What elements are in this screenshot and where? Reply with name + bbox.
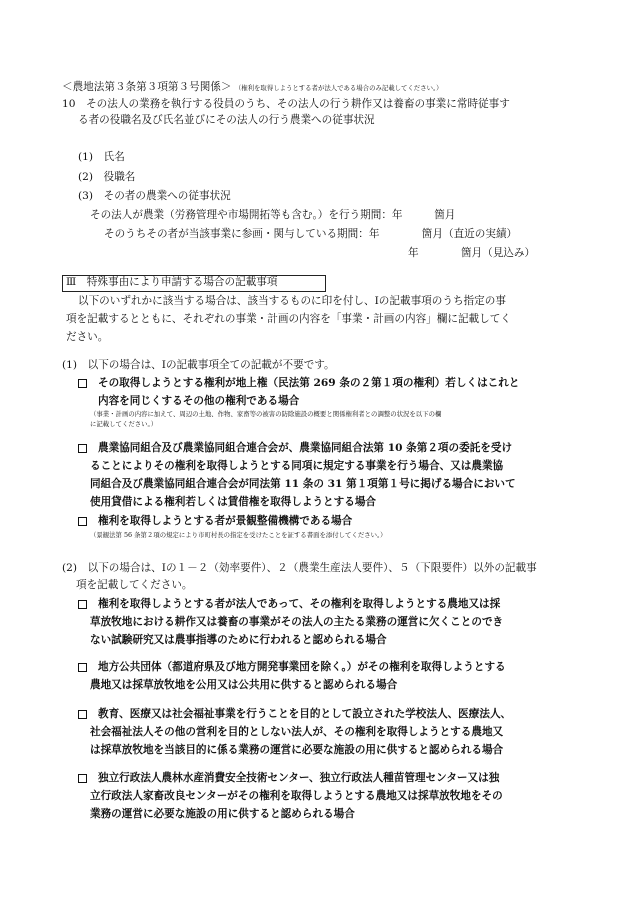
section3-title: Ⅲ 特殊事由により申請する場合の記載事項: [66, 276, 278, 288]
case2-item1-line3: ない試験研究又は農事指導のために行われると認められる場合: [90, 634, 387, 646]
section3-intro-1: 以下のいずれかに該当する場合は、該当するものに印を付し、Ⅰの記載事項のうち指定の事: [78, 295, 506, 307]
case2-item4-line3: 業務の運営に必要な施設の用に供すると認められる場合: [90, 808, 355, 820]
case1-item2-line2: ることによりその権利を取得しようとする同項に規定する事業を行う場合、又は農業協: [90, 460, 504, 472]
case2-item1-line2: 草放牧地における耕作又は養畜の事業がその法人の主たる業務の運営に欠くことのでき: [90, 616, 504, 628]
case1-item1-line1: その取得しようとする権利が地上権（民法第 269 条の２第１項の権利）若しくはこれと: [98, 377, 520, 389]
case1-item1-line2: 内容を同じくするその他の権利である場合: [98, 395, 300, 407]
case1-item1-checkbox[interactable]: [78, 379, 87, 388]
case2-heading-line1: (2) 以下の場合は、Ⅰの１－２（効率要件）、２（農業生産法人要件）、５（下限要件）以外の記載事: [62, 562, 537, 574]
case1-heading: (1) 以下の場合は、Ⅰの記載事項全ての記載が不要です。: [62, 359, 335, 371]
law-reference-note: （権利を取得しようとする者が法人である場合のみ記載してください。）: [234, 84, 443, 92]
field-engagement: (3) その者の農業への従事状況: [78, 190, 231, 202]
law-reference-line: [62, 80, 443, 95]
case1-item3-line: 権利を取得しようとする者が景観整備機構である場合: [98, 515, 353, 527]
period-participation-actual: そのうちその者が当該事業に参画・関与している期間：年 箇月（直近の実績）: [104, 228, 518, 240]
section3-intro-2: 項を記載するとともに、それぞれの事業・計画の内容を「事業・計画の内容」欄に記載してく: [66, 313, 511, 325]
case2-item4-checkbox[interactable]: [78, 774, 87, 783]
case1-item2-checkbox[interactable]: [78, 444, 87, 453]
case1-item3-checkbox[interactable]: [78, 517, 87, 526]
case1-item2-line3: 同組合及び農業協同組合連合会が同法第 11 条の 31 第１項第１号に掲げる場合において: [90, 478, 516, 490]
case2-item4-line2: 立行政法人家畜改良センターがその権利を取得しようとする農地又は採草放牧地をその: [90, 790, 503, 802]
item10-line1: 10 その法人の業務を執行する役員のうち、その法人の行う耕作又は養畜の事業に常時従事す: [62, 98, 510, 110]
case2-item2-checkbox[interactable]: [78, 663, 87, 672]
case2-item1-checkbox[interactable]: [78, 600, 87, 609]
item10-line2: る者の役職名及び氏名並びにその法人の行う農業への従事状況: [78, 114, 375, 126]
case1-item2-line4: 使用貸借による権利若しくは賃借権を取得しようとする場合: [90, 496, 377, 508]
period-participation-expected: 年 箇月（見込み）: [408, 247, 536, 259]
field-title: (2) 役職名: [78, 171, 136, 183]
case1-item2-line1: 農業協同組合及び農業協同組合連合会が、農業協同組合法第 10 条第２項の委託を受け: [98, 442, 513, 454]
section3-intro-3: ださい。: [66, 331, 109, 343]
case1-item1-note2: に記載してください。）: [90, 420, 158, 428]
case2-item1-line1: 権利を取得しようとする者が法人であって、その権利を取得しようとする農地又は採: [98, 598, 501, 610]
case2-item3-line1: 教育、医療又は社会福祉事業を行うことを目的として設立された学校法人、医療法人、: [98, 708, 512, 720]
case2-item3-line3: は採草放牧地を当該目的に係る業務の運営に必要な施設の用に供すると認められる場合: [90, 744, 504, 756]
case2-item3-checkbox[interactable]: [78, 710, 87, 719]
case1-item3-note: （景観法第 56 条第２項の規定により市町村長の指定を受けたことを証する書面を添付してください。）: [90, 531, 387, 539]
case2-heading-line2: 項を記載してください。: [76, 579, 193, 591]
case2-item4-line1: 独立行政法人農林水産消費安全技術センター、独立行政法人種苗管理センター又は独: [98, 772, 500, 784]
case2-item2-line2: 農地又は採草放牧地を公用又は公共用に供すると認められる場合: [90, 679, 398, 691]
law-reference: ＜農地法第３条第３項第３号関係＞: [62, 81, 232, 93]
field-name: (1) 氏名: [78, 151, 125, 163]
case1-item1-note1: （事業・計画の内容に加えて、周辺の土地、作物、家畜等の被害の防除施設の概要と関係権利者との調整の状況を以下の欄: [90, 410, 442, 418]
case2-item3-line2: 社会福祉法人その他の営利を目的としない法人が、その権利を取得しようとする農地又: [90, 726, 504, 738]
case2-item2-line1: 地方公共団体（都道府県及び地方開発事業団を除く。）がその権利を取得しようとする: [98, 661, 506, 673]
period-corporate-farming: その法人が農業（労務管理や市場開拓等も含む。）を行う期間：年 箇月: [90, 209, 456, 221]
